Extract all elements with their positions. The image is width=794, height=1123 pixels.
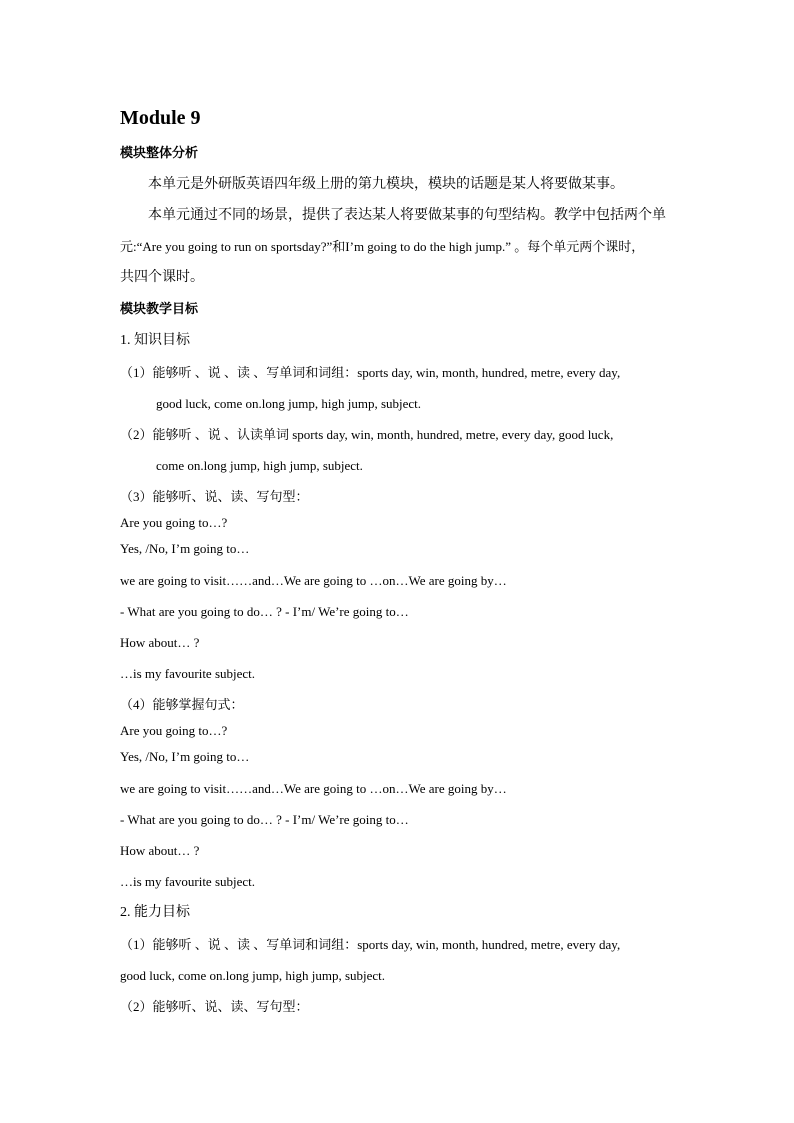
sentence-pattern: …is my favourite subject. (120, 666, 256, 681)
overview-paragraph-2-line-1: 本单元通过不同的场景，提供了表达某人将要做某事的句型结构。教学中包括两个单 (148, 208, 666, 223)
overview-paragraph-2-line-2: 元:“Are you going to run on sportsday?”和I’m going to do the high jump.” 。每个单元两个课时， (120, 239, 645, 254)
overview-paragraph-2-line-3: 共四个课时。 (120, 270, 204, 285)
sentence-pattern: How about… ? (120, 843, 200, 858)
sentence-pattern: Yes, /No, I’m going to… (120, 749, 250, 764)
overview-paragraph-1: 本单元是外研版英语四年级上册的第九模块，模块的话题是某人将要做某事。 (148, 177, 624, 192)
knowledge-item-3: （3）能够听、说、读、写句型： (120, 489, 309, 504)
ability-heading: 2. 能力目标 (120, 905, 190, 920)
knowledge-item-1-line-2: good luck, come on.long jump, high jump, subject. (156, 396, 422, 411)
sentence-pattern: we are going to visit……and…We are going to …on…We are going by… (120, 573, 507, 588)
knowledge-item-2-line-1: （2）能够听 、说 、认读单词 sports day, win, month, hundred, metre, every day, good luck, (120, 427, 614, 442)
sentence-pattern: - What are you going to do… ? - I’m/ We’re going to… (120, 812, 409, 827)
page-title: Module 9 (120, 107, 201, 129)
sentence-pattern: …is my favourite subject. (120, 874, 256, 889)
knowledge-item-1-line-1: （1）能够听 、说 、读 、写单词和词组：sports day, win, month, hundred, metre, every day, (120, 365, 621, 380)
sentence-pattern: Yes, /No, I’m going to… (120, 541, 250, 556)
sentence-pattern: Are you going to…? (120, 515, 228, 530)
knowledge-item-2-line-2: come on.long jump, high jump, subject. (156, 458, 363, 473)
ability-item-1-line-2: good luck, come on.long jump, high jump, subject. (120, 968, 386, 983)
sentence-pattern: How about… ? (120, 635, 200, 650)
sentence-pattern: Are you going to…? (120, 723, 228, 738)
ability-item-2: （2）能够听、说、读、写句型： (120, 999, 309, 1014)
goals-heading: 模块教学目标 (120, 301, 199, 316)
sentence-pattern: - What are you going to do… ? - I’m/ We’re going to… (120, 604, 409, 619)
knowledge-item-4: （4）能够掌握句式： (120, 697, 244, 712)
sentence-pattern: we are going to visit……and…We are going to …on…We are going by… (120, 781, 507, 796)
overview-heading: 模块整体分析 (120, 145, 199, 160)
ability-item-1-line-1: （1）能够听 、说 、读 、写单词和词组：sports day, win, month, hundred, metre, every day, (120, 937, 621, 952)
knowledge-heading: 1. 知识目标 (120, 333, 190, 348)
